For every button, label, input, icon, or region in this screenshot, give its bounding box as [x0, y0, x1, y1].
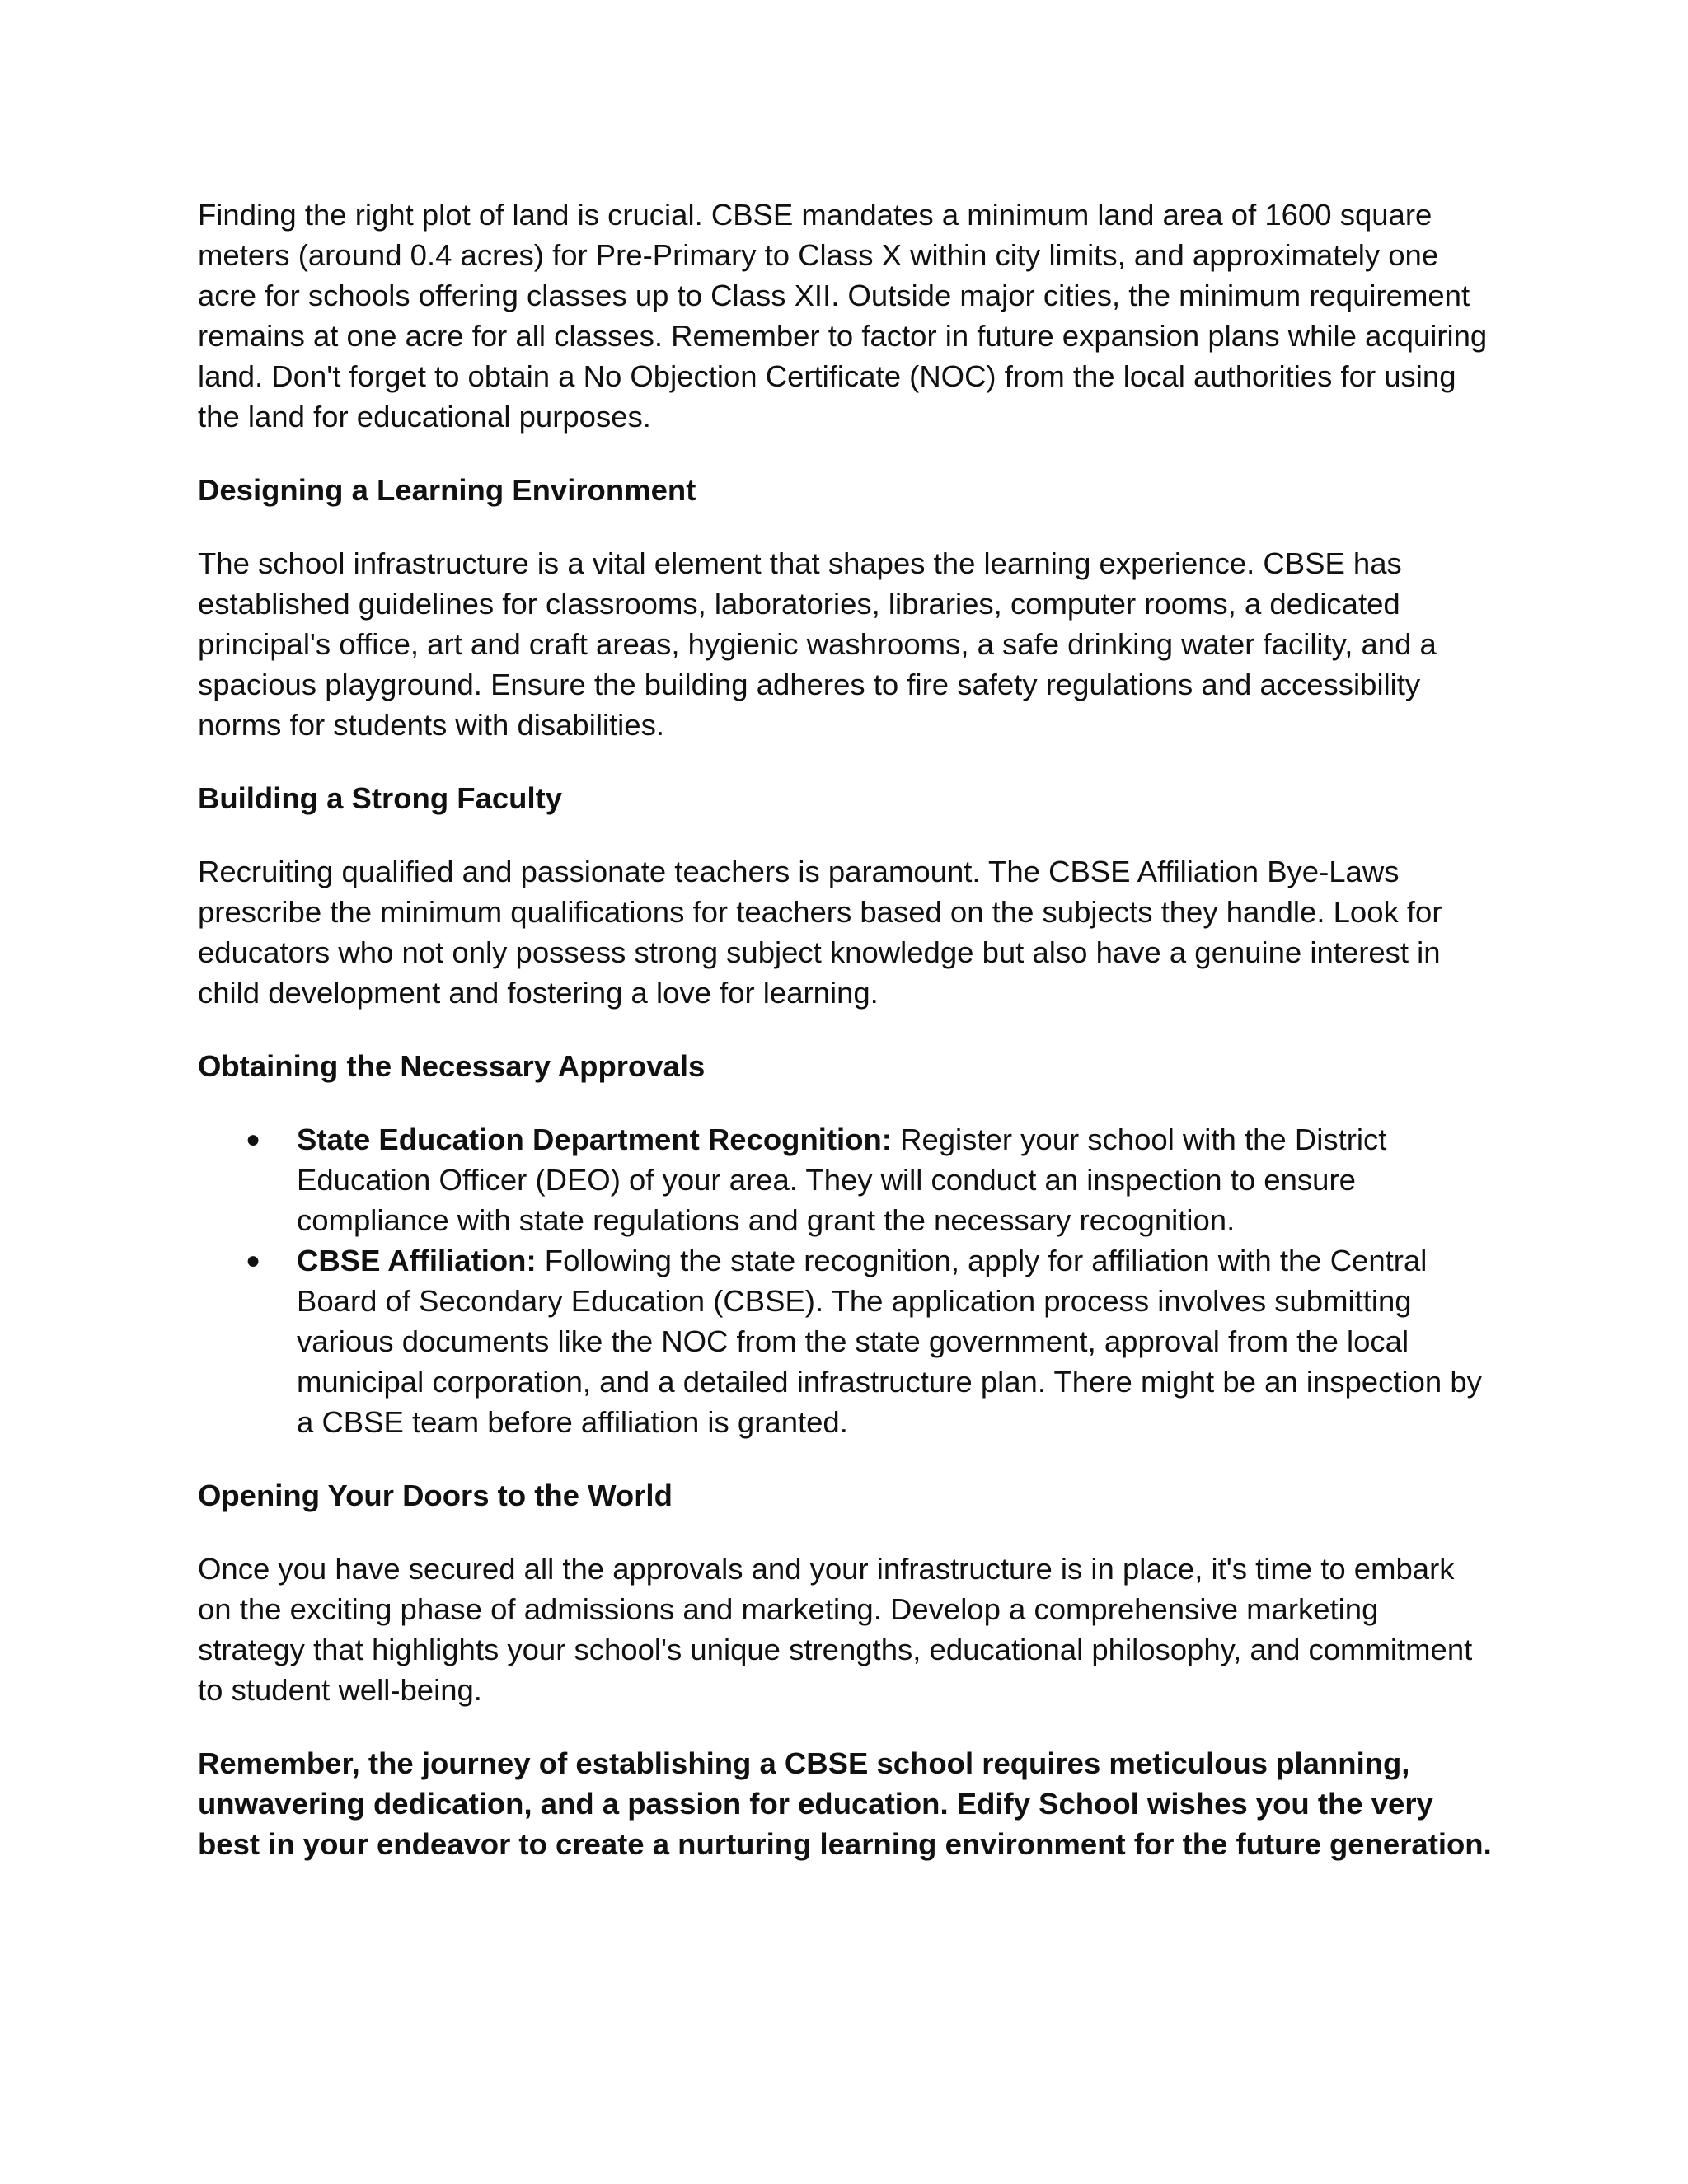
list-item-term: State Education Department Recognition: [297, 1122, 892, 1156]
list-item-state-recognition [198, 1119, 1492, 1240]
section-paragraph-learning-environment: The school infrastructure is a vital element that shapes the learning experience. CBSE has established guidelines for classrooms, laboratories, libraries, computer rooms, a dedicated principal's office, art and craft areas, hygienic washrooms, a safe drinking water facility, and a spacious playground. Ensure the building adheres to fire safety regulations and accessibility norms for students with disabilities. [198, 546, 1437, 742]
section-heading-opening-doors: Opening Your Doors to the World [198, 1479, 673, 1512]
list-item-text: Following the state recognition, apply for affiliation with the Central Board of Secondary Education (CBSE). The application process involves submitting various documents like the NOC from the state government, approval from the local municipal corporation, and a detailed infrastructure plan. There might be an inspection by a CBSE team before affiliation is granted. [297, 1244, 1482, 1439]
list-item-term: CBSE Affiliation: [297, 1244, 537, 1277]
section-paragraph-opening-doors: Once you have secured all the approvals and your infrastructure is in place, it's time to embark on the exciting phase of admissions and marketing. Develop a comprehensive marketing strategy that highlights your school's unique strengths, educational philosophy, and commitment to student well-being. [198, 1552, 1473, 1707]
document-body [198, 194, 1492, 1864]
section-heading-approvals: Obtaining the Necessary Approvals [198, 1049, 706, 1083]
closing-paragraph: Remember, the journey of establishing a CBSE school requires meticulous planning, unwavering dedication, and a passion for education. Edify School wishes you the very best in your endeavor to create a nurturing learning environment for the future generation. [198, 1746, 1492, 1861]
bullet-icon: ● [246, 1126, 261, 1153]
section-heading-learning-environment: Designing a Learning Environment [198, 473, 696, 507]
list-item-text: Register your school with the District Education Officer (DEO) of your area. They will conduct an inspection to ensure compliance with state regulations and grant the necessary recognition. [297, 1122, 1387, 1237]
section-paragraph-strong-faculty: Recruiting qualified and passionate teachers is paramount. The CBSE Affiliation Bye-Laws prescribe the minimum qualifications for teachers based on the subjects they handle. Look for educators who not only possess strong subject knowledge but also have a genuine interest in child development and fostering a love for learning. [198, 855, 1442, 1010]
list-item-cbse-affiliation [198, 1240, 1492, 1442]
intro-paragraph: Finding the right plot of land is crucial. CBSE mandates a minimum land area of 1600 square meters (around 0.4 acres) for Pre-Primary to Class X within city limits, and approximately one acre for schools offering classes up to Class XII. Outside major cities, the minimum requirement remains at one acre for all classes. Remember to factor in future expansion plans while acquiring land. Don't forget to obtain a No Objection Certificate (NOC) from the local authorities for using the land for educational purposes. [198, 198, 1488, 434]
section-heading-strong-faculty: Building a Strong Faculty [198, 781, 563, 815]
bullet-icon: ● [246, 1247, 261, 1274]
approvals-list [198, 1119, 1492, 1442]
